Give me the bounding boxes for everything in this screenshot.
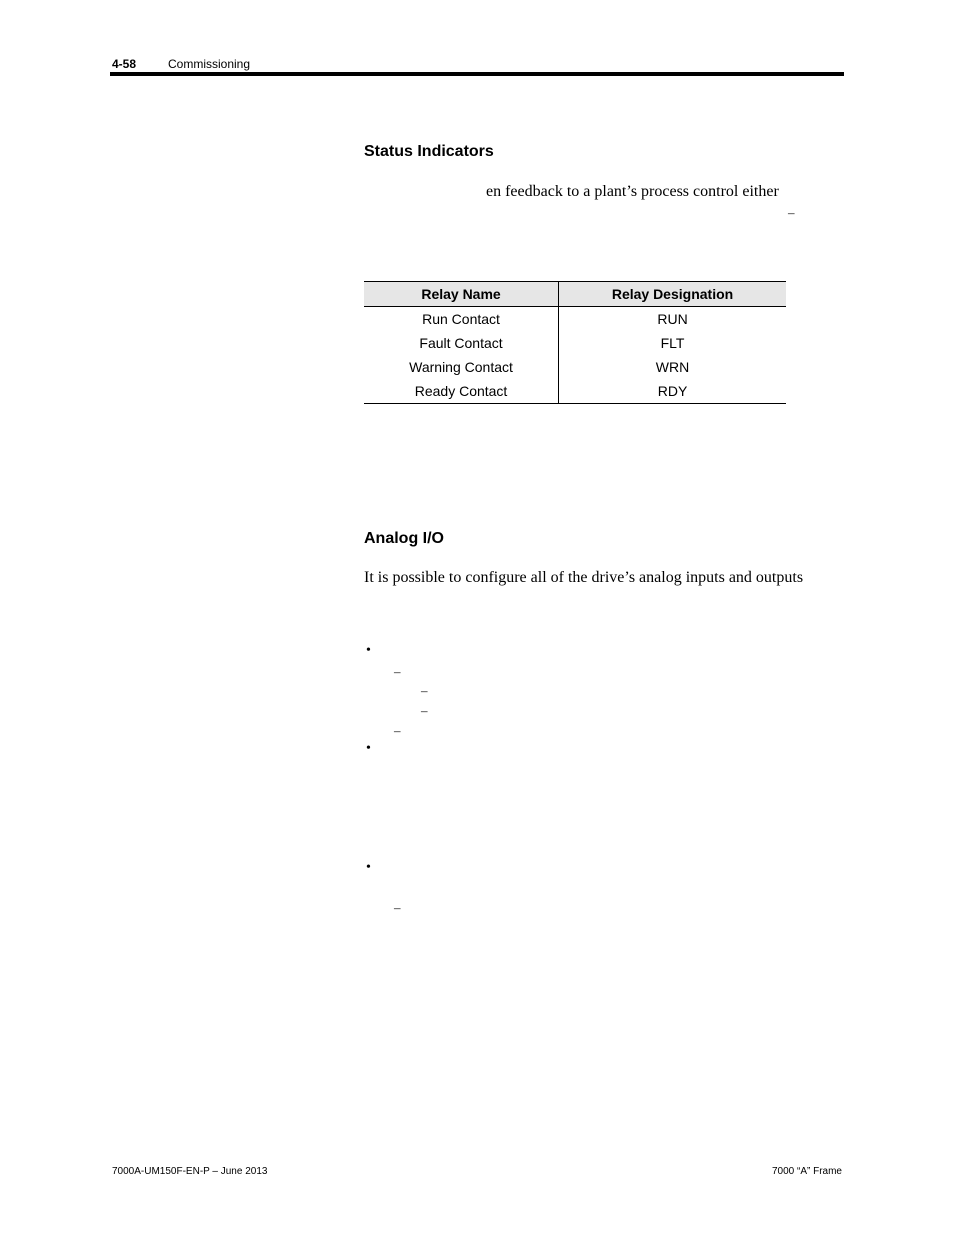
paragraph-dash: –	[788, 205, 795, 220]
table-row	[364, 307, 786, 332]
relay-name-cell: Warning Contact	[364, 355, 559, 379]
page-number: 4-58	[112, 57, 137, 71]
relay-table	[364, 281, 786, 404]
header-rule	[110, 72, 844, 76]
list-dash: –	[394, 723, 401, 738]
list-bullet: •	[366, 643, 371, 658]
list-bullet: •	[366, 741, 371, 756]
relay-designation-cell: RUN	[657, 311, 688, 327]
section-title: Commissioning	[168, 57, 251, 71]
table-row	[364, 355, 786, 379]
status-indicators-paragraph: en feedback to a plant’s process control either	[486, 183, 779, 200]
column-header-relay-designation: Relay Designation	[559, 282, 786, 307]
footer-product: 7000 “A” Frame	[771, 1166, 842, 1177]
list-bullet: •	[366, 860, 371, 875]
list-dash: –	[394, 900, 401, 915]
table-header-row	[364, 282, 786, 307]
list-dash: –	[421, 683, 428, 698]
list-dash: –	[421, 703, 428, 718]
footer-publication: 7000A-UM150F-EN-P – June 2013	[112, 1166, 268, 1177]
list-dash: –	[394, 664, 401, 679]
relay-designation-cell: FLT	[660, 335, 685, 351]
table-row	[364, 379, 786, 404]
analog-io-heading: Analog I/O	[364, 530, 444, 547]
relay-name-cell: Run Contact	[364, 307, 559, 332]
relay-name-cell: Ready Contact	[364, 379, 559, 404]
column-header-relay-name: Relay Name	[364, 282, 559, 307]
relay-designation-cell: RDY	[559, 379, 786, 404]
relay-name-cell: Fault Contact	[364, 331, 559, 355]
status-indicators-heading: Status Indicators	[364, 143, 494, 160]
analog-io-paragraph: It is possible to configure all of the drive’s analog inputs and outputs	[364, 569, 804, 586]
relay-designation-cell: WRN	[655, 359, 690, 375]
table-row	[364, 331, 786, 355]
